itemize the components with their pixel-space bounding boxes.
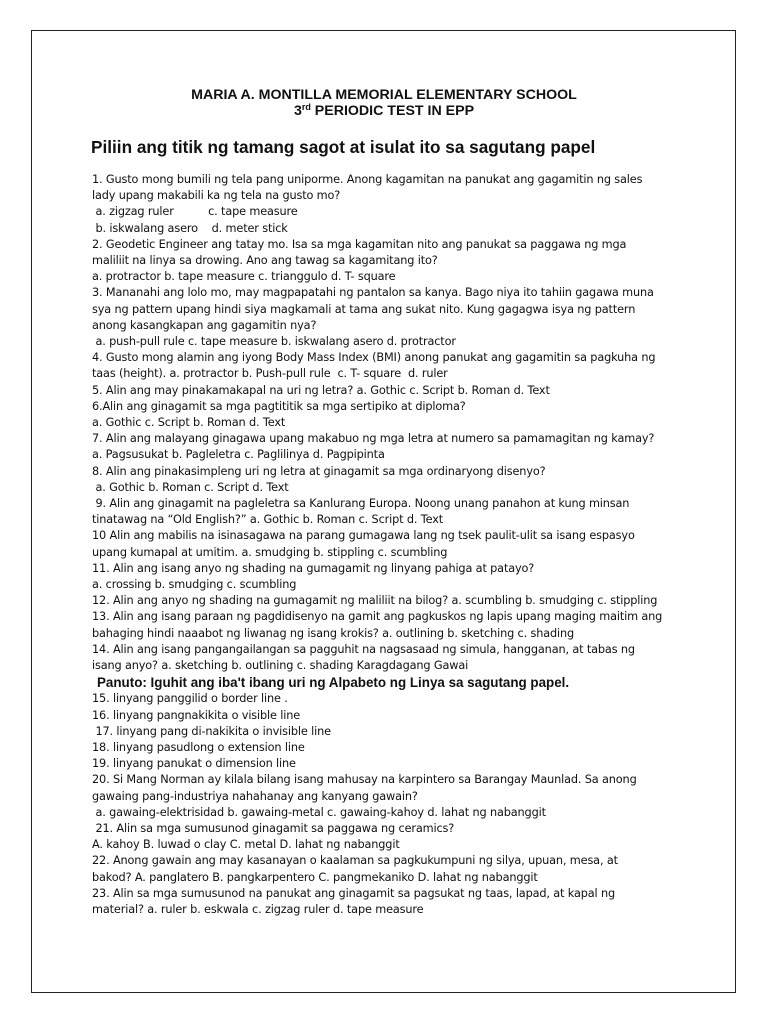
text-line: anong kasangkapan ang gagamitin nya? — [92, 318, 317, 332]
text-line: 5. Alin ang may pinakamakapal na uri ng letra? a. Gothic c. Script b. Roman d. Text — [92, 383, 550, 397]
text-line: A. kahoy B. luwad o clay C. metal D. lahat ng nabanggit — [92, 838, 400, 852]
text-line: lady upang makabili ka ng tela na gusto mo? — [92, 189, 341, 203]
text-line: sya ng pattern upang hindi siya magkamali at tama ang sukat nito. Kung gagagwa isya ng pattern — [92, 302, 636, 316]
text-line: 12. Alin ang anyo ng shading na gumagamit ng maliliit na bilog? a. scumbling b. smudging c. stippling — [92, 594, 658, 608]
text-line: a. Gothic b. Roman c. Script d. Text — [92, 480, 289, 494]
questions-part2 — [92, 691, 692, 918]
text-line: gawaing pang-industriya nahahanay ang kanyang gawain? — [92, 789, 418, 803]
text-line: 15. linyang panggilid o border line . — [92, 692, 288, 706]
text-line: 11. Alin ang isang anyo ng shading na gumagamit ng linyang pahiga at patayo? — [92, 561, 535, 575]
text-line: a. Gothic c. Script b. Roman d. Text — [92, 416, 286, 430]
text-line: 10 Alin ang mabilis na isinasagawa na parang gumagawa lang ng tsek paulit-ulit sa isang espasyo — [92, 529, 635, 543]
test-title: 3rd PERIODIC TEST IN EPP — [293, 102, 475, 119]
text-line: bakod? A. panglatero B. pangkarpentero C. pangmekaniko D. lahat ng nabanggit — [92, 870, 538, 884]
text-line: 6.Alin ang ginagamit sa mga pagtititik sa mga sertipiko at diploma? — [92, 399, 466, 413]
text-line: material? a. ruler b. eskwala c. zigzag ruler d. tape measure — [92, 902, 424, 916]
text-line: a. push-pull rule c. tape measure b. iskwalang asero d. protractor — [92, 335, 456, 349]
text-line: 23. Alin sa mga sumusunod na panukat ang ginagamit sa pagsukat ng taas, lapad, at kapal ng — [92, 886, 615, 900]
text-line: 22. Anong gawain ang may kasanayan o kaalaman sa pagkukumpuni ng silya, upuan, mesa, at — [92, 854, 618, 868]
text-line: isang anyo? a. sketching b. outlining c. shading Karagdagang Gawai — [92, 659, 469, 673]
text-line: 20. Si Mang Norman ay kilala bilang isang mahusay na karpintero sa Barangay Maunlad. Sa anong — [92, 773, 637, 787]
instructions-part2: Panuto: Iguhit ang iba't ibang uri ng Alpabeto ng Linya sa sagutang papel. — [97, 675, 570, 691]
text-line: 16. linyang pangnakikita o visible line — [92, 708, 301, 722]
text-line: 17. linyang pang di-nakikita o invisible line — [92, 724, 331, 738]
questions-part1 — [92, 172, 692, 674]
text-line: taas (height). a. protractor b. Push-pull rule c. T- square d. ruler — [92, 367, 448, 381]
text-line: tinatawag na “Old English?” a. Gothic b. Roman c. Script d. Text — [92, 513, 444, 527]
text-line: 9. Alin ang ginagamit na pagleletra sa Kanlurang Europa. Noong unang panahon at kung minsan — [92, 497, 630, 511]
text-line: a. zigzag ruler c. tape measure — [92, 205, 298, 219]
text-line: a. crossing b. smudging c. scumbling — [92, 578, 297, 592]
text-line: 14. Alin ang isang pangangailangan sa pagguhit na nagsasaad ng simula, hangganan, at tabas ng — [92, 642, 635, 656]
text-line: a. gawaing-elektrisidad b. gawaing-metal c. gawaing-kahoy d. lahat ng nabanggit — [92, 805, 546, 819]
text-line: bahaging hindi naaabot ng liwanag ng isang krokis? a. outlining b. sketching c. shading — [92, 626, 575, 640]
instructions-part1: Piliin ang titik ng tamang sagot at isulat ito sa sagutang papel — [91, 137, 596, 157]
text-line: 21. Alin sa mga sumusunod ginagamit sa paggawa ng ceramics? — [92, 821, 455, 835]
school-name: MARIA A. MONTILLA MEMORIAL ELEMENTARY SCHOOL — [191, 87, 577, 103]
text-line: 8. Alin ang pinakasimpleng uri ng letra at ginagamit sa mga ordinaryong disenyo? — [92, 464, 546, 478]
text-line: a. Pagsusukat b. Pagleletra c. Paglilinya d. Pagpipinta — [92, 448, 385, 462]
text-line: 4. Gusto mong alamin ang iyong Body Mass Index (BMI) anong panukat ang gagamitin sa pagkuha ng — [92, 351, 656, 365]
text-line: maliliit na linya sa drowing. Ano ang tawag sa kagamitang ito? — [92, 254, 438, 268]
text-line: 19. linyang panukat o dimension line — [92, 757, 296, 771]
text-line: 2. Geodetic Engineer ang tatay mo. Isa sa mga kagamitan nito ang panukat sa paggawa ng mga — [92, 237, 627, 251]
test-body — [92, 172, 692, 918]
text-line: a. protractor b. tape measure c. trianggulo d. T- square — [92, 270, 396, 284]
text-line: 1. Gusto mong bumili ng tela pang uniporme. Anong kagamitan na panukat ang gagamitin ng sales — [92, 173, 643, 186]
text-line: 3. Mananahi ang lolo mo, may magpapatahi ng pantalon sa kanya. Bago niya ito tahiin gagawa muna — [92, 286, 654, 300]
text-line: 18. linyang pasudlong o extension line — [92, 740, 305, 754]
text-line: upang kumapal at umitim. a. smudging b. stippling c. scumbling — [92, 545, 448, 559]
text-line: b. iskwalang asero d. meter stick — [92, 221, 288, 235]
text-line: 13. Alin ang isang paraan ng pagdidisenyo na gamit ang pagkuskos ng lapis upang maging maitim ang — [92, 610, 663, 624]
text-line: 7. Alin ang malayang ginagawa upang makabuo ng mga letra at numero sa pamamagitan ng kamay? — [92, 432, 655, 446]
